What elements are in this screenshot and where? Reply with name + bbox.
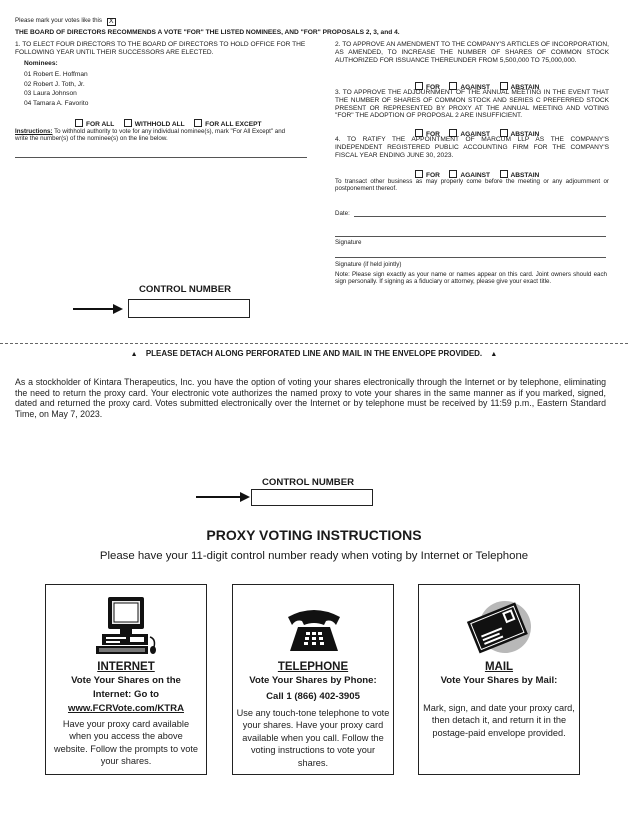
internet-card <box>45 584 207 775</box>
instructions-subtitle: Please have your 11-digit control number ready when voting by Internet or Telephone <box>99 550 529 562</box>
date-line[interactable] <box>354 216 606 217</box>
withhold-all-checkbox[interactable] <box>124 119 132 127</box>
internet-title: INTERNET <box>97 661 155 673</box>
signature-line[interactable] <box>335 236 606 237</box>
internet-vote-link[interactable]: www.FCRVote.com/KTRA <box>67 703 185 714</box>
internet-line-1: Vote Your Shares on the <box>71 675 181 686</box>
detach-notice: ▲ PLEASE DETACH ALONG PERFORATED LINE AND MAIL IN THE ENVELOPE PROVIDED. ▲ <box>130 349 498 358</box>
joint-signature-label: Signature (if held jointly) <box>335 261 402 268</box>
mark-example-box: X <box>107 18 116 26</box>
proposal-2-text: 2. TO APPROVE AN AMENDMENT TO THE COMPANY'S ARTICLES OF INCORPORATION, AS AMENDED, TO INCREASE THE NUMBER OF SHARES OF COMMON STOCK AUTHORIZED FOR ISSUANCE THEREUNDER FROM 5,500,000 TO 75,000,000. <box>335 41 609 64</box>
proposal-4-for-checkbox[interactable] <box>415 170 423 178</box>
nominee-list <box>24 70 88 108</box>
nominees-label: Nominees: <box>24 60 58 67</box>
date-label: Date: <box>335 210 350 217</box>
withhold-instructions: Instructions: To withhold authority to vote for any individual nominee(s), mark "For All Except" and write the number(s) of the nominee(s) on the line below. <box>15 128 286 143</box>
telephone-line-1: Vote Your Shares by Phone: <box>249 675 377 686</box>
ballot-control-number-box[interactable] <box>128 299 250 318</box>
mail-body: Mark, sign, and date your proxy card, then detach it, and return it in the postage-paid envelope provided. <box>423 703 575 738</box>
signature-label: Signature <box>335 239 362 246</box>
instructions-control-number-label: CONTROL NUMBER <box>262 477 355 488</box>
nominee-exception-line[interactable] <box>15 157 307 158</box>
instructions-control-number-box[interactable] <box>251 489 373 506</box>
triangle-up-icon: ▲ <box>130 351 138 358</box>
envelope-icon <box>419 585 579 661</box>
proposal-1-text: 1. TO ELECT FOUR DIRECTORS TO THE BOARD OF DIRECTORS TO HOLD OFFICE FOR THE FOLLOWING YEAR UNTIL THEIR SUCCESSORS ARE ELECTED. <box>15 41 306 56</box>
internet-line-2: Internet: Go to <box>92 689 160 700</box>
intro-paragraph: As a stockholder of Kintara Therapeutics, Inc. you have the option of voting your shares electronically through the Internet or by telephone, eliminating the need to return the proxy card. Your electronic vote authorizes the named proxy to vote your shares in the same manner as if you marked, signed, dated and returned the proxy card. Votes submitted electronically over the Internet or by telephone must be received by 11:59 p.m., Eastern Standard Time, on May 7, 2023. <box>15 377 606 419</box>
proposal-2-options: FOR AGAINST ABSTAIN <box>415 76 544 94</box>
telephone-body: Use any touch-tone telephone to vote your shares. Have your proxy card available when you call. Follow the voting instructions to vote your shares. <box>236 708 390 768</box>
for-all-checkbox[interactable] <box>75 119 83 127</box>
proposal-4-options: FOR AGAINST ABSTAIN <box>415 164 544 182</box>
telephone-icon <box>233 585 393 661</box>
computer-icon <box>46 585 206 661</box>
nominee-item: 02 Robert J. Toth, Jr. <box>24 80 85 88</box>
signing-note: Note: Please sign exactly as your name or names appear on this card. Joint owners should each sign personally. If signing as a fiduciary or attorney, please give your exact title. <box>335 271 607 286</box>
instructions-title: PROXY VOTING INSTRUCTIONS <box>206 527 422 543</box>
arrow-right-icon <box>196 490 251 504</box>
telephone-number[interactable]: Call 1 (866) 402-3905 <box>266 691 360 702</box>
arrow-right-icon <box>73 302 123 316</box>
nominee-item: 01 Robert E. Hoffman <box>24 71 88 78</box>
mail-line-1: Vote Your Shares by Mail: <box>440 675 558 686</box>
nominee-item: 03 Laura Johnson <box>24 90 77 98</box>
board-recommendation: THE BOARD OF DIRECTORS RECOMMENDS A VOTE "FOR" THE LISTED NOMINEES, AND "FOR" PROPOSALS 2, 3, and 4. <box>15 29 400 36</box>
other-business-text: To transact other business as may properly come before the meeting or any adjournment or postponement thereof. <box>335 178 609 193</box>
mail-card <box>418 584 580 775</box>
for-all-except-checkbox[interactable] <box>194 119 202 127</box>
joint-signature-line[interactable] <box>335 257 606 258</box>
proposal-1-options: FOR ALL WITHHOLD ALL FOR ALL EXCEPT <box>75 113 267 131</box>
telephone-card <box>232 584 394 775</box>
proposal-4-abstain-checkbox[interactable] <box>500 170 508 178</box>
internet-body: Have your proxy card available when you access the above website. Follow the prompts to vote your shares. <box>53 719 198 767</box>
triangle-up-icon: ▲ <box>490 351 498 358</box>
proposal-3-text: 3. TO APPROVE THE ADJOURNMENT OF THE ANNUAL MEETING IN THE EVENT THAT THE NUMBER OF SHARES OF COMMON STOCK AND SERIES C PREFERRED STOCK PRESENT OR REPRESENTED BY PROXY AT THE ANNUAL MEETING AND VOTING "FOR" THE ADOPTION OF PROPOSAL 2 ARE INSUFFICIENT. <box>335 89 609 120</box>
telephone-title: TELEPHONE <box>277 661 349 673</box>
proposal-3-options: FOR AGAINST ABSTAIN <box>415 123 544 141</box>
ballot-control-number-label: CONTROL NUMBER <box>139 284 232 295</box>
mail-title: MAIL <box>484 661 514 673</box>
mark-votes-instruction: Please mark your votes like this X <box>15 17 116 26</box>
nominee-item: 04 Tamara A. Favorito <box>24 99 89 107</box>
proposal-4-against-checkbox[interactable] <box>449 170 457 178</box>
proposal-4-text: 4. TO RATIFY THE APPOINTMENT OF MARCUM LLP AS THE COMPANY'S INDEPENDENT REGISTERED PUBLIC ACCOUNTING FIRM FOR THE COMPANY'S FISCAL YEAR ENDING JUNE 30, 2023. <box>335 136 609 159</box>
perforated-line <box>0 343 628 344</box>
